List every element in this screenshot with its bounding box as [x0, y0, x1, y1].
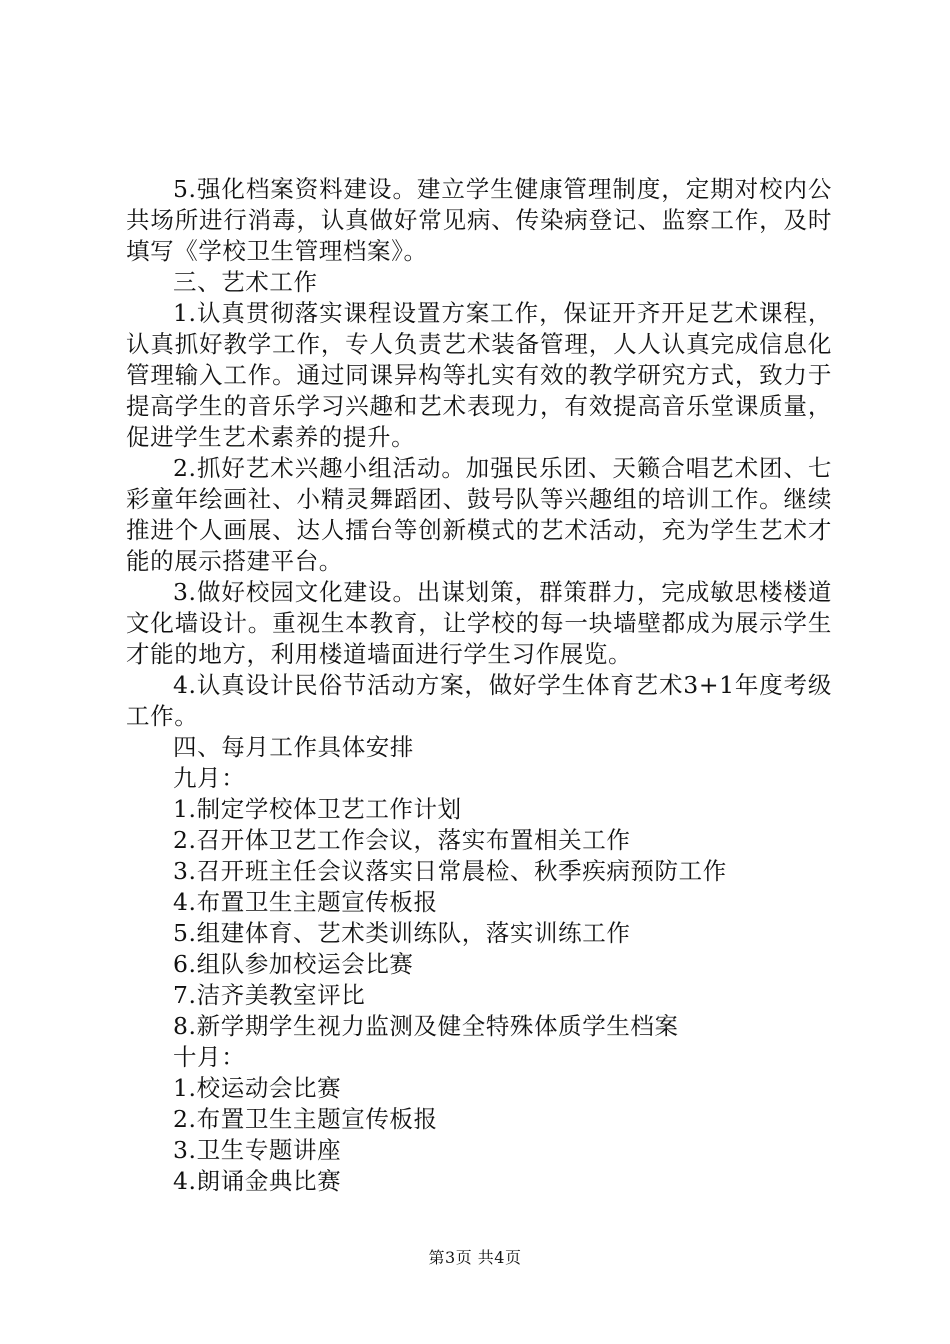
list-item: 3.召开班主任会议落实日常晨检、秋季疾病预防工作: [173, 857, 727, 885]
list-item: 2.召开体卫艺工作会议，落实布置相关工作: [173, 826, 631, 854]
month-label-september: 九月：: [173, 764, 246, 792]
heading-monthly-schedule: 四、每月工作具体安排: [173, 733, 414, 761]
document-body: [126, 174, 832, 1197]
list-item: 4.朗诵金典比赛: [173, 1167, 342, 1195]
paragraph-campus-culture: 3.做好校园文化建设。出谋划策，群策群力，完成敏思楼楼道文化墙设计。重视生本教育，让学校的每一块墙壁都成为展示学生才能的地方，利用楼道墙面进行学生习作展览。: [126, 578, 832, 668]
list-item: 7.洁齐美教室评比: [173, 981, 366, 1009]
paragraph-interest-groups: 2.抓好艺术兴趣小组活动。加强民乐团、天籁合唱艺术团、七彩童年绘画社、小精灵舞蹈团、鼓号队等兴趣组的培训工作。继续推进个人画展、达人擂台等创新模式的艺术活动，充为学生艺术才能的展示搭建平台。: [126, 454, 832, 575]
paragraph-curriculum: 1.认真贯彻落实课程设置方案工作，保证开齐开足艺术课程，认真抓好教学工作，专人负责艺术装备管理，人人认真完成信息化管理输入工作。通过同课异构等扎实有效的教学研究方式，致力于提高学生的音乐学习兴趣和艺术表现力，有效提高音乐堂课质量，促进学生艺术素养的提升。: [126, 299, 832, 451]
list-item: 2.布置卫生主题宣传板报: [173, 1105, 438, 1133]
list-item: 1.校运动会比赛: [173, 1074, 342, 1102]
list-item: 5.组建体育、艺术类训练队，落实训练工作: [173, 919, 631, 947]
page-number: 第3页 共4页: [428, 1248, 522, 1267]
heading-art-work: 三、艺术工作: [173, 268, 318, 296]
month-label-october: 十月：: [173, 1043, 246, 1071]
list-item: 6.组队参加校运会比赛: [173, 950, 414, 978]
list-item: 1.制定学校体卫艺工作计划: [173, 795, 462, 823]
paragraph-archive-building: 5.强化档案资料建设。建立学生健康管理制度，定期对校内公共场所进行消毒，认真做好常见病、传染病登记、监察工作，及时填写《学校卫生管理档案》。: [126, 175, 832, 265]
list-item: 3.卫生专题讲座: [173, 1136, 342, 1164]
paragraph-folk-festival: 4.认真设计民俗节活动方案，做好学生体育艺术3+1年度考级工作。: [126, 671, 832, 730]
list-item: 4.布置卫生主题宣传板报: [173, 888, 438, 916]
list-item: 8.新学期学生视力监测及健全特殊体质学生档案: [173, 1012, 679, 1040]
